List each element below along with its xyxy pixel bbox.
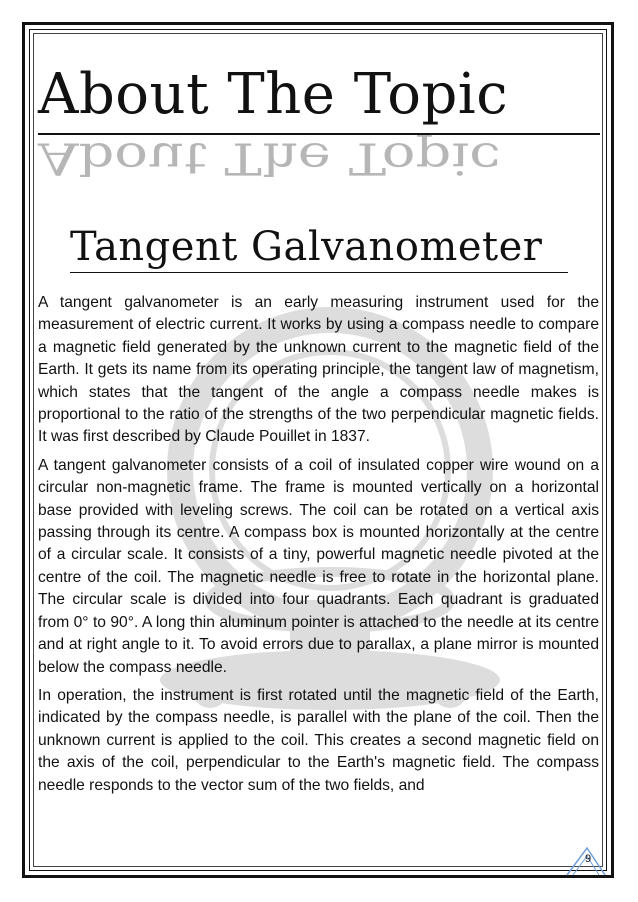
section-title: Tangent Galvanometer [70, 224, 543, 270]
paragraph-operation: In operation, the instrument is first rotated until the magnetic field of the Earth, indicated by the compass needle, is parallel with the plane of the coil. Then the unknown current is applied to the coil. This creates a second magnetic field on the axis of the coil, perpendicular to the Earth's magnetic field. The compass needle responds to the vector sum of the two fields, and [38, 686, 599, 794]
page-title-reflection: About The Topic [38, 132, 501, 184]
paragraph-intro: A tangent galvanometer is an early measuring instrument used for the measurement of electric current. It works by using a compass needle to compare a magnetic field generated by the unknown current to the magnetic field of the Earth. It gets its name from its operating principle, the tangent law of magnetism, which states that the tangent of the angle a compass needle makes is proportional to the ratio of the strengths of the two perpendicular magnetic fields. It was first described by Claude Pouillet in 1837. [38, 294, 599, 446]
page-number: 9 [584, 853, 592, 865]
paragraph-construction: A tangent galvanometer consists of a coil of insulated copper wire wound on a circular non-magnetic frame. The frame is mounted vertically on a horizontal base provided with leveling screws. The coil can be rotated on a vertical axis passing through its centre. A compass box is mounted horizontally at the centre of a circular scale. It consists of a tiny, powerful magnetic needle pivoted at the centre of the coil. The magnetic needle is free to rotate in the horizontal plane. The circular scale is divided into four quadrants. Each quadrant is graduated from 0° to 90°. A long thin aluminum pointer is attached to the needle at its centre and at right angle to it. To avoid errors due to parallax, a plane mirror is mounted below the compass needle. [38, 456, 599, 676]
body-text [38, 292, 599, 803]
section-title-underline [70, 272, 568, 273]
title-underline [38, 133, 600, 135]
page-title: About The Topic [38, 62, 509, 127]
